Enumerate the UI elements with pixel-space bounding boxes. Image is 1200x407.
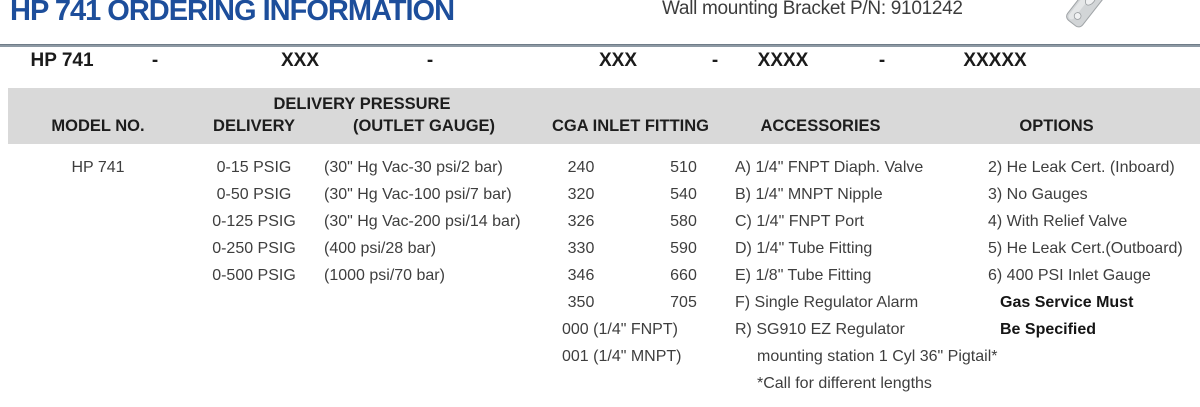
cell-option: 6) 400 PSI Inlet Gauge bbox=[988, 266, 1151, 284]
cell-delivery: 0-250 PSIG bbox=[212, 239, 296, 257]
wall-mounting-bracket-note: Wall mounting Bracket P/N: 9101242 bbox=[662, 0, 963, 19]
cell-cga-2: 590 bbox=[670, 239, 697, 257]
cell-accessory: B) 1/4" MNPT Nipple bbox=[735, 185, 883, 203]
cell-outlet-gauge: (30" Hg Vac-100 psi/7 bar) bbox=[324, 185, 512, 203]
part-number-seg-xxx-2: XXX bbox=[598, 50, 638, 71]
header-delivery-pressure-group: DELIVERY PRESSURE bbox=[273, 95, 451, 113]
cell-accessory: R) SG910 EZ Regulator bbox=[735, 320, 905, 338]
title-underline bbox=[0, 44, 1200, 47]
wall-mounting-bracket-photo-icon bbox=[1044, 0, 1114, 33]
table-column-headers bbox=[8, 117, 1200, 136]
part-number-seg-xxxxx: XXXXX bbox=[963, 50, 1027, 71]
header-accessories: ACCESSORIES bbox=[760, 117, 881, 135]
table-row bbox=[8, 343, 1200, 370]
part-number-builder bbox=[0, 50, 1200, 78]
part-number-model: HP 741 bbox=[30, 50, 94, 71]
cell-cga-wide: 000 (1/4" FNPT) bbox=[562, 320, 678, 338]
cell-option: 5) He Leak Cert.(Outboard) bbox=[988, 239, 1183, 257]
table-row bbox=[8, 181, 1200, 208]
header-outlet-gauge: (OUTLET GAUGE) bbox=[352, 117, 496, 135]
cell-outlet-gauge: (1000 psi/70 bar) bbox=[324, 266, 445, 284]
cell-model-no: HP 741 bbox=[71, 158, 125, 176]
cell-option: 2) He Leak Cert. (Inboard) bbox=[988, 158, 1175, 176]
cell-accessory: A) 1/4" FNPT Diaph. Valve bbox=[735, 158, 924, 176]
cell-outlet-gauge: (400 psi/28 bar) bbox=[324, 239, 437, 257]
cell-cga-2: 660 bbox=[670, 266, 697, 284]
cell-cga-1: 350 bbox=[567, 293, 595, 311]
cell-accessory: F) Single Regulator Alarm bbox=[735, 293, 919, 311]
header-delivery: DELIVERY bbox=[213, 117, 295, 135]
cell-cga-2: 580 bbox=[670, 212, 697, 230]
table-row bbox=[8, 316, 1200, 343]
page-title: HP 741 ORDERING INFORMATION bbox=[10, 0, 455, 27]
cell-outlet-gauge: (30" Hg Vac-200 psi/14 bar) bbox=[324, 212, 521, 230]
cell-outlet-gauge: (30" Hg Vac-30 psi/2 bar) bbox=[324, 158, 503, 176]
cell-cga-2: 510 bbox=[670, 158, 697, 176]
cell-option-note: Be Specified bbox=[1000, 320, 1097, 338]
header-cga-inlet-fitting: CGA INLET FITTING bbox=[551, 117, 710, 135]
cell-option-note: Gas Service Must bbox=[1000, 293, 1134, 311]
cell-accessory-footnote: *Call for different lengths bbox=[757, 374, 932, 392]
cell-cga-2: 705 bbox=[670, 293, 697, 311]
part-number-seg-xxx-1: XXX bbox=[280, 50, 320, 71]
table-row bbox=[8, 208, 1200, 235]
table-header-bar bbox=[8, 88, 1200, 144]
cell-delivery: 0-500 PSIG bbox=[212, 266, 296, 284]
part-number-dash: - bbox=[426, 50, 434, 71]
cell-accessory-continuation: mounting station 1 Cyl 36" Pigtail* bbox=[757, 347, 998, 365]
cell-cga-1: 240 bbox=[567, 158, 595, 176]
cell-cga-wide: 001 (1/4" MNPT) bbox=[562, 347, 682, 365]
cell-cga-1: 320 bbox=[567, 185, 595, 203]
header-model-no: MODEL NO. bbox=[51, 117, 145, 135]
cell-cga-2: 540 bbox=[670, 185, 697, 203]
cell-cga-1: 330 bbox=[567, 239, 595, 257]
table-row bbox=[8, 289, 1200, 316]
cell-accessory: D) 1/4" Tube Fitting bbox=[735, 239, 873, 257]
cell-delivery: 0-15 PSIG bbox=[216, 158, 292, 176]
cell-delivery: 0-125 PSIG bbox=[212, 212, 296, 230]
part-number-dash: - bbox=[711, 50, 719, 71]
part-number-dash: - bbox=[151, 50, 159, 71]
cell-accessory: C) 1/4" FNPT Port bbox=[735, 212, 864, 230]
cell-accessory: E) 1/8" Tube Fitting bbox=[735, 266, 872, 284]
table-row bbox=[8, 370, 1200, 397]
part-number-dash: - bbox=[878, 50, 886, 71]
table-row bbox=[8, 262, 1200, 289]
table-body bbox=[8, 154, 1200, 397]
header-options: OPTIONS bbox=[1019, 117, 1094, 135]
table-row bbox=[8, 235, 1200, 262]
cell-option: 4) With Relief Valve bbox=[988, 212, 1128, 230]
part-number-seg-xxxx: XXXX bbox=[757, 50, 809, 71]
cell-option: 3) No Gauges bbox=[988, 185, 1088, 203]
cell-delivery: 0-50 PSIG bbox=[216, 185, 292, 203]
cell-cga-1: 346 bbox=[567, 266, 595, 284]
table-row bbox=[8, 154, 1200, 181]
cell-cga-1: 326 bbox=[567, 212, 595, 230]
